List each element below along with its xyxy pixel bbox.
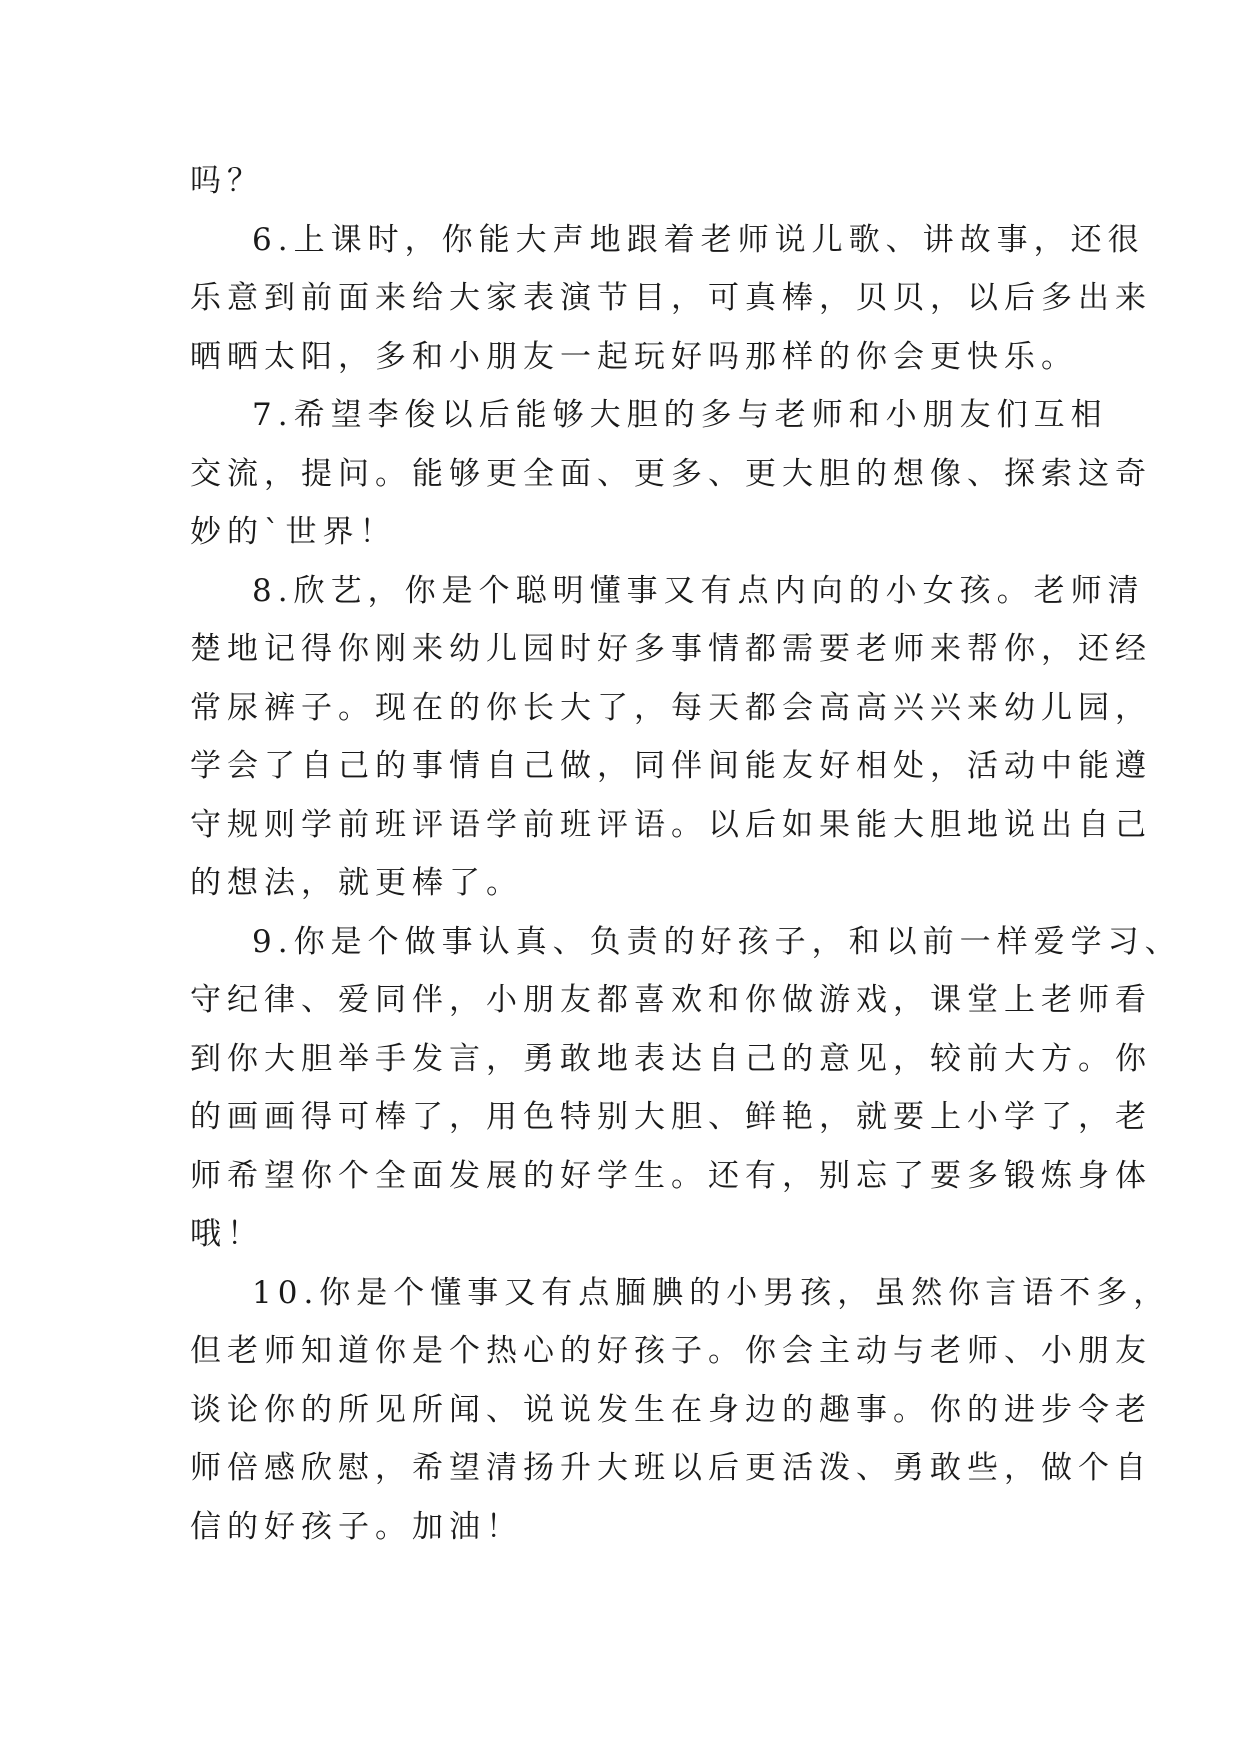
text-line: 7.希望李俊以后能够大胆的多与老师和小朋友们互相 — [252, 397, 1108, 433]
text-line: 妙的`世界！ — [190, 514, 397, 550]
text-line: 但老师知道你是个热心的好孩子。你会主动与老师、小朋友 — [190, 1333, 1152, 1369]
text-line: 守纪律、爱同伴，小朋友都喜欢和你做游戏，课堂上老师看 — [190, 982, 1152, 1018]
text-line: 9.你是个做事认真、负责的好孩子，和以前一样爱学习、 — [252, 923, 1182, 960]
text-line: 学会了自己的事情自己做，同伴间能友好相处，活动中能遵 — [190, 748, 1152, 784]
text-line: 晒晒太阳，多和小朋友一起玩好吗那样的你会更快乐。 — [190, 338, 1078, 375]
text-line: 师倍感欣慰，希望清扬升大班以后更活泼、勇敢些，做个自 — [190, 1450, 1152, 1486]
text-line: 谈论你的所见所闻、说说发生在身边的趣事。你的进步令老 — [190, 1391, 1152, 1428]
text-line: 8.欣艺，你是个聪明懂事又有点内向的小女孩。老师清 — [252, 572, 1145, 609]
text-line: 乐意到前面来给大家表演节目，可真棒，贝贝，以后多出来 — [190, 280, 1152, 316]
text-line: 的画画得可棒了，用色特别大胆、鲜艳，就要上小学了，老 — [190, 1099, 1152, 1135]
text-line: 10.你是个懂事又有点腼腆的小男孩，虽然你言语不多， — [252, 1274, 1171, 1311]
text-line: 守规则学前班评语学前班评语。以后如果能大胆地说出自己 — [190, 806, 1152, 843]
text-line: 到你大胆举手发言，勇敢地表达自己的意见，较前大方。你 — [190, 1040, 1152, 1077]
text-line: 吗？ — [190, 163, 264, 199]
text-line: 交流，提问。能够更全面、更多、更大胆的想像、探索这奇 — [190, 455, 1152, 492]
text-line: 常尿裤子。现在的你长大了，每天都会高高兴兴来幼儿园， — [190, 689, 1152, 726]
text-line: 6.上课时，你能大声地跟着老师说儿歌、讲故事，还很 — [252, 221, 1145, 258]
document-body — [190, 152, 1182, 1556]
text-line: 的想法，就更棒了。 — [190, 865, 523, 901]
text-line: 信的好孩子。加油！ — [190, 1508, 523, 1545]
text-line: 哦！ — [190, 1216, 264, 1252]
text-line: 楚地记得你刚来幼儿园时好多事情都需要老师来帮你，还经 — [190, 631, 1152, 667]
text-line: 师希望你个全面发展的好学生。还有，别忘了要多锻炼身体 — [190, 1157, 1152, 1194]
